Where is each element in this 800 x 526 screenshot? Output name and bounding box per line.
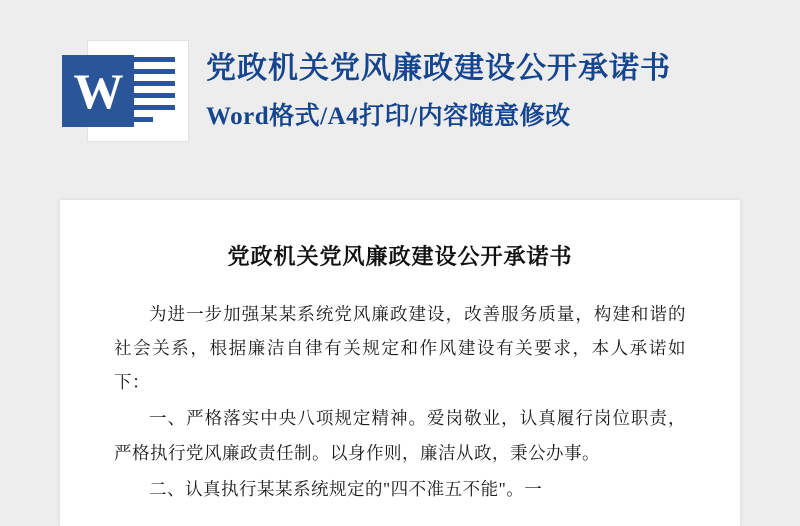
word-letter-badge: W <box>62 55 134 127</box>
document-body <box>114 297 686 506</box>
header-text-block <box>206 50 671 133</box>
word-document-icon <box>62 41 188 141</box>
document-paragraph: 一、严格落实中央八项规定精神。爱岗敬业，认真履行岗位职责，严格执行党风廉政责任制。以身作则，廉洁从政，秉公办事。 <box>114 408 686 463</box>
page-subtitle: Word格式/A4打印/内容随意修改 <box>206 103 571 131</box>
document-sheet <box>60 200 740 526</box>
page-title: 党政机关党风廉政建设公开承诺书 <box>206 51 671 85</box>
document-paragraph: 为进一步加强某某系统党风廉政建设，改善服务质量，构建和谐的社会关系，根据廉洁自律有关规定和作风建设有关要求，本人承诺如下： <box>114 304 686 393</box>
header-content <box>62 41 671 141</box>
header-banner <box>0 0 800 200</box>
document-paragraph: 二、认真执行某某系统规定的"四不准五不能"。一 <box>149 478 543 499</box>
document-title: 党政机关党风廉政建设公开承诺书 <box>227 244 573 269</box>
